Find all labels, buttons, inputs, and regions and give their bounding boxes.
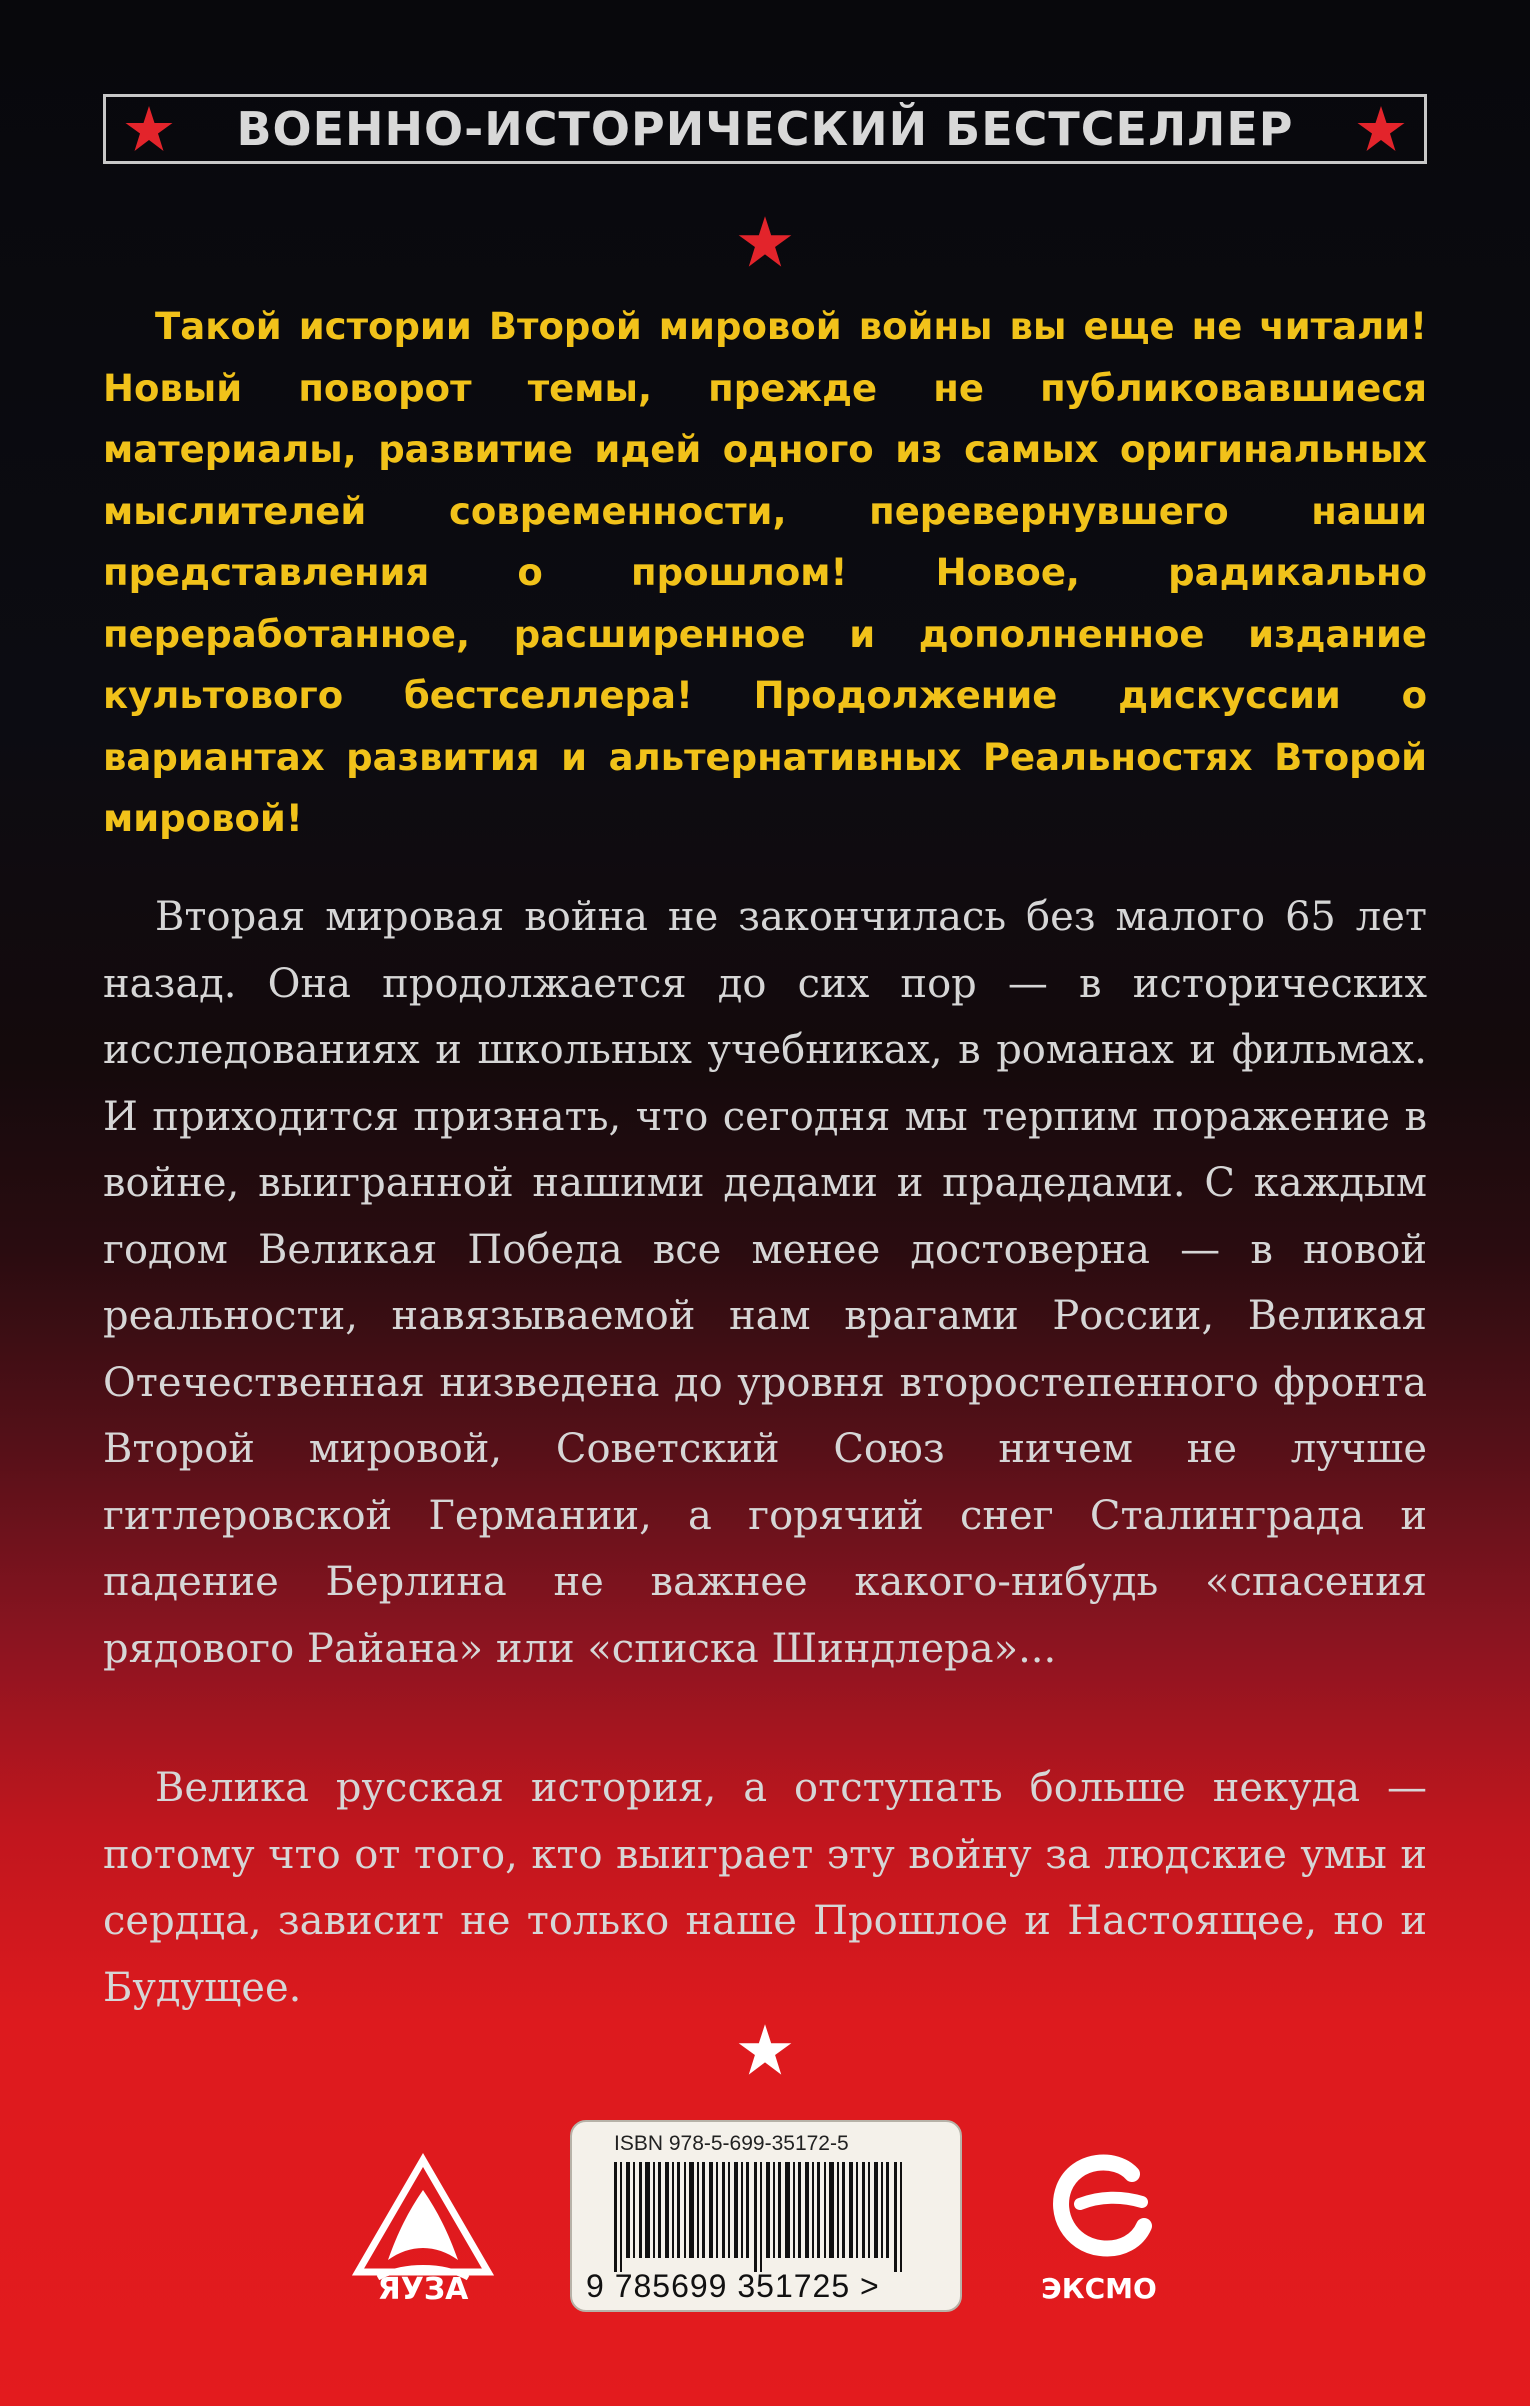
eksmo-logo-icon — [1024, 2152, 1174, 2262]
isbn-digits: 9 785699 351725 > — [586, 2268, 880, 2304]
barcode-icon — [614, 2162, 914, 2272]
yauza-logo-text: ЯУЗА — [377, 2272, 469, 2307]
isbn-label: ISBN 978-5-699-35172-5 — [614, 2132, 849, 2155]
series-banner — [103, 94, 1427, 164]
white-star-icon — [737, 2022, 793, 2078]
highlight-blurb: Такой истории Второй мировой войны вы еще не читали! Новый поворот темы, прежде не публиковавшиеся материалы, развитие идей одного из самых оригинальных мыслителей современности, перевернувшего наши представления о прошлом! Новое, радикально переработанное, расширенное и дополненное издание культового бестселлера! Продолжение дискуссии о вариантах развития и альтернативных Реальностях Второй мировой! — [103, 305, 1427, 840]
isbn-barcode-block — [570, 2120, 962, 2312]
body-paragraph-2: Велика русская история, а отступать больше некуда — потому что от того, кто выиграет эту войну за людские умы и сердца, зависит не только наше Прошлое и Настоящее, но и Будущее. — [103, 1765, 1427, 2011]
series-title: ВОЕННО-ИСТОРИЧЕСКИЙ БЕСТСЕЛЛЕР — [236, 102, 1294, 156]
red-star-icon — [737, 214, 793, 270]
body-paragraph-1: Вторая мировая война не закончилась без малого 65 лет назад. Она продолжается до сих пор — в исторических исследованиях и школьных учебниках, в романах и фильмах. И приходится признать, что сегодня мы терпим поражение в войне, выигранной нашими дедами и прадедами. С каждым годом Великая Победа все менее достоверна — в новой реальности, навязываемой нам врагами России, Великая Отечественная низведена до уровня второстепенного фронта Второй мировой, Советский Союз ничем не лучше гитлеровской Германии, а горячий снег Сталинграда и падение Берлина не важнее какого-нибудь «спасения рядового Райана» или «списка Шиндлера»... — [103, 894, 1427, 1672]
eksmo-logo-text: ЭКСМО — [1041, 2272, 1157, 2305]
red-star-icon — [124, 104, 174, 154]
red-star-icon — [1356, 104, 1406, 154]
